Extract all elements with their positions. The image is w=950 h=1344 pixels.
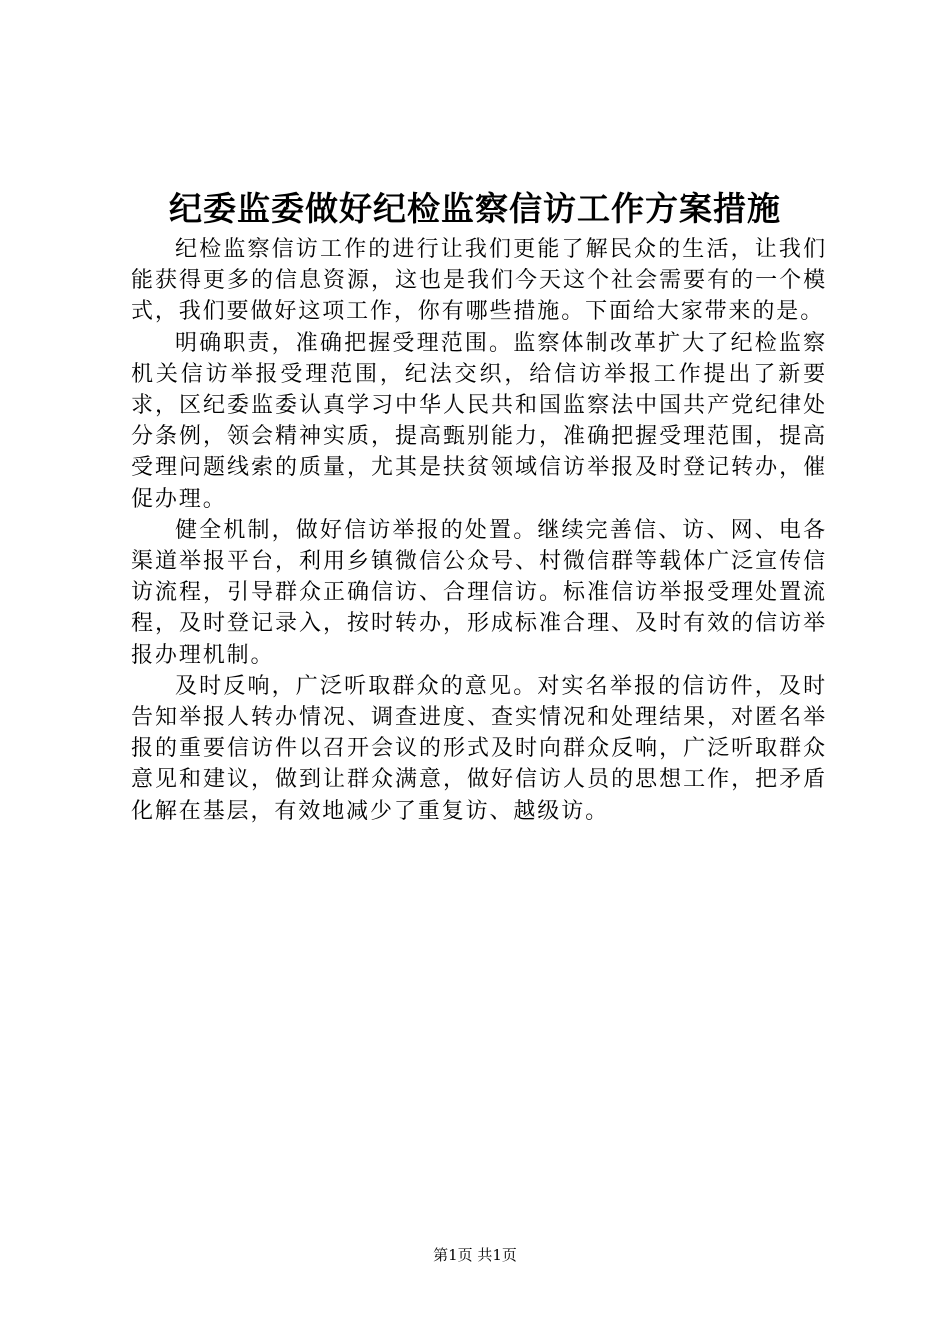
document-title: 纪委监委做好纪检监察信访工作方案措施: [169, 189, 781, 228]
paragraph-feedback: 及时反响，广泛听取群众的意见。对实名举报的信访件，及时告知举报人转办情况、调查进度、查实情况和处理结果，对匿名举报的重要信访件以召开会议的形式及时向群众反响，广泛听取群众意见和建议，做到让群众满意，做好信访人员的思想工作，把矛盾化解在基层，有效地减少了重复访、越级访。: [131, 673, 827, 824]
paragraph-intro: 纪检监察信访工作的进行让我们更能了解民众的生活，让我们能获得更多的信息资源，这也是我们今天这个社会需要有的一个模式，我们要做好这项工作，你有哪些措施。下面给大家带来的是。: [131, 237, 827, 325]
document-body: [131, 234, 827, 827]
page-number-footer: 第1页 共1页: [433, 1246, 517, 1264]
paragraph-mechanism: 健全机制，做好信访举报的处置。继续完善信、访、网、电各渠道举报平台，利用乡镇微信公众号、村微信群等载体广泛宣传信访流程，引导群众正确信访、合理信访。标准信访举报受理处置流程，及时登记录入，按时转办，形成标准合理、及时有效的信访举报办理机制。: [131, 517, 827, 668]
paragraph-responsibility: 明确职责，准确把握受理范围。监察体制改革扩大了纪检监察机关信访举报受理范围，纪法交织，给信访举报工作提出了新要求，区纪委监委认真学习中华人民共和国监察法中国共产党纪律处分条例，领会精神实质，提高甄别能力，准确把握受理范围，提高受理问题线索的质量，尤其是扶贫领域信访举报及时登记转办，催促办理。: [131, 330, 827, 512]
